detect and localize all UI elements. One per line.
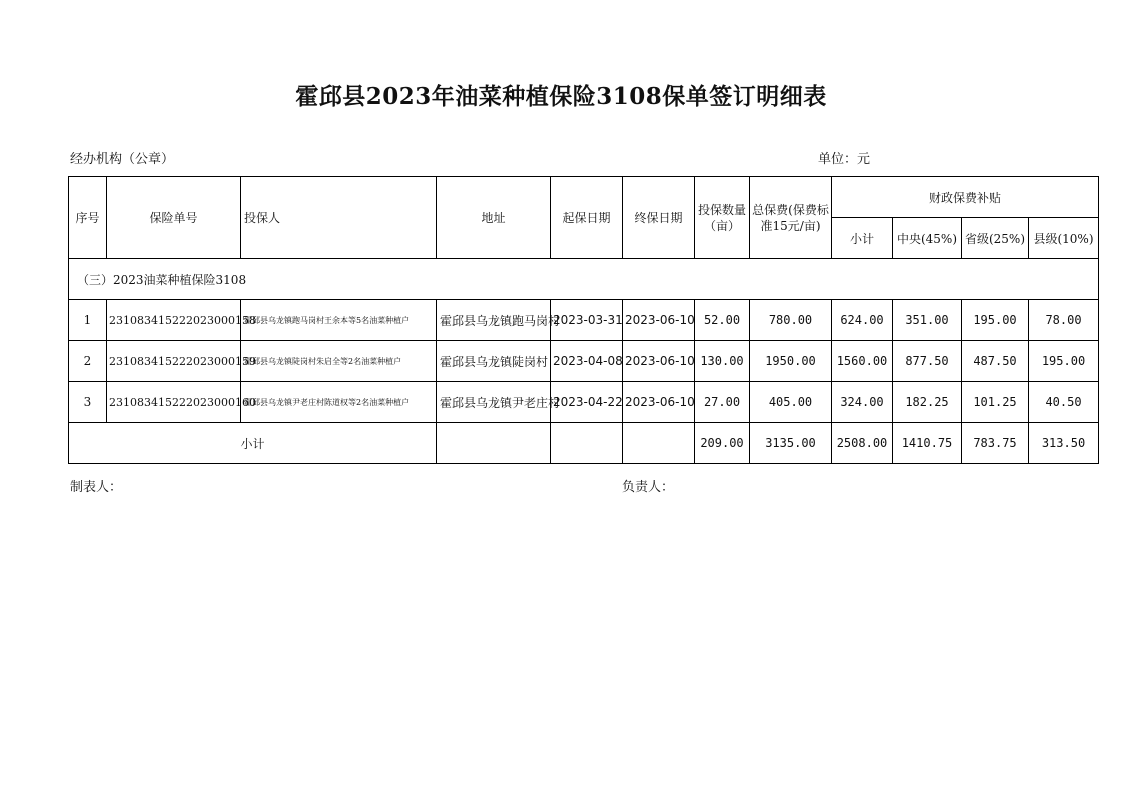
section-label: （三）2023油菜种植保险3108 xyxy=(69,259,1099,300)
row-index: 2 xyxy=(69,341,107,382)
total-premium: 3135.00 xyxy=(750,423,832,464)
total-end-empty xyxy=(623,423,695,464)
row-county: 195.00 xyxy=(1029,341,1099,382)
owner-label: 负责人： xyxy=(622,480,675,495)
row-address: 霍邱县乌龙镇陡岗村 xyxy=(437,341,551,382)
row-insured: 霍邱县乌龙镇尹老庄村陈道权等2名油菜种植户 xyxy=(241,382,437,423)
page-title: 霍邱县2023年油菜种植保险3108保单签订明细表 xyxy=(295,83,827,110)
maker-label: 制表人： xyxy=(70,480,123,495)
header-central: 中央(45%) xyxy=(893,218,962,259)
table-row xyxy=(69,300,1099,341)
total-address-empty xyxy=(437,423,551,464)
row-county: 78.00 xyxy=(1029,300,1099,341)
table-row xyxy=(69,341,1099,382)
row-insured: 霍邱县乌龙镇跑马岗村王余本等5名油菜种植户 xyxy=(241,300,437,341)
row-central: 351.00 xyxy=(893,300,962,341)
header-county: 县级(10%) xyxy=(1029,218,1099,259)
row-end-date: 2023-06-10 xyxy=(623,382,695,423)
header-address: 地址 xyxy=(437,177,551,259)
header-subsidy-group: 财政保费补贴 xyxy=(832,177,1099,218)
row-quantity: 52.00 xyxy=(695,300,750,341)
row-quantity: 27.00 xyxy=(695,382,750,423)
total-subtotal: 2508.00 xyxy=(832,423,893,464)
agency-label: 经办机构（公章） xyxy=(70,152,175,167)
total-start-empty xyxy=(551,423,623,464)
row-quantity: 130.00 xyxy=(695,341,750,382)
row-address: 霍邱县乌龙镇跑马岗村 xyxy=(437,300,551,341)
header-insured: 投保人 xyxy=(241,177,437,259)
row-end-date: 2023-06-10 xyxy=(623,300,695,341)
row-subtotal: 624.00 xyxy=(832,300,893,341)
header-start-date: 起保日期 xyxy=(551,177,623,259)
header-provincial: 省级(25%) xyxy=(962,218,1029,259)
row-address: 霍邱县乌龙镇尹老庄村 xyxy=(437,382,551,423)
row-index: 1 xyxy=(69,300,107,341)
row-start-date: 2023-04-22 xyxy=(551,382,623,423)
header-quantity: 投保数量（亩） xyxy=(695,177,750,259)
total-county: 313.50 xyxy=(1029,423,1099,464)
row-provincial: 101.25 xyxy=(962,382,1029,423)
row-start-date: 2023-03-31 xyxy=(551,300,623,341)
header-subtotal: 小计 xyxy=(832,218,893,259)
header-row xyxy=(69,177,1099,218)
unit-label: 单位：元 xyxy=(818,152,871,167)
row-policy-no: 231083415222023000159 xyxy=(107,341,241,382)
row-premium: 405.00 xyxy=(750,382,832,423)
header-end-date: 终保日期 xyxy=(623,177,695,259)
row-central: 182.25 xyxy=(893,382,962,423)
row-policy-no: 231083415222023000158 xyxy=(107,300,241,341)
total-quantity: 209.00 xyxy=(695,423,750,464)
row-county: 40.50 xyxy=(1029,382,1099,423)
row-subtotal: 324.00 xyxy=(832,382,893,423)
header-index: 序号 xyxy=(69,177,107,259)
row-provincial: 487.50 xyxy=(962,341,1029,382)
header-policy-no: 保险单号 xyxy=(107,177,241,259)
total-central: 1410.75 xyxy=(893,423,962,464)
row-premium: 1950.00 xyxy=(750,341,832,382)
header-premium: 总保费(保费标准15元/亩) xyxy=(750,177,832,259)
row-insured: 霍邱县乌龙镇陡岗村朱启全等2名油菜种植户 xyxy=(241,341,437,382)
total-label: 小计 xyxy=(69,423,437,464)
row-subtotal: 1560.00 xyxy=(832,341,893,382)
row-central: 877.50 xyxy=(893,341,962,382)
row-premium: 780.00 xyxy=(750,300,832,341)
table-row xyxy=(69,382,1099,423)
section-row xyxy=(69,259,1099,300)
row-end-date: 2023-06-10 xyxy=(623,341,695,382)
total-row xyxy=(69,423,1099,464)
total-provincial: 783.75 xyxy=(962,423,1029,464)
row-index: 3 xyxy=(69,382,107,423)
policy-table xyxy=(68,176,1099,464)
row-start-date: 2023-04-08 xyxy=(551,341,623,382)
row-policy-no: 231083415222023000160 xyxy=(107,382,241,423)
row-provincial: 195.00 xyxy=(962,300,1029,341)
